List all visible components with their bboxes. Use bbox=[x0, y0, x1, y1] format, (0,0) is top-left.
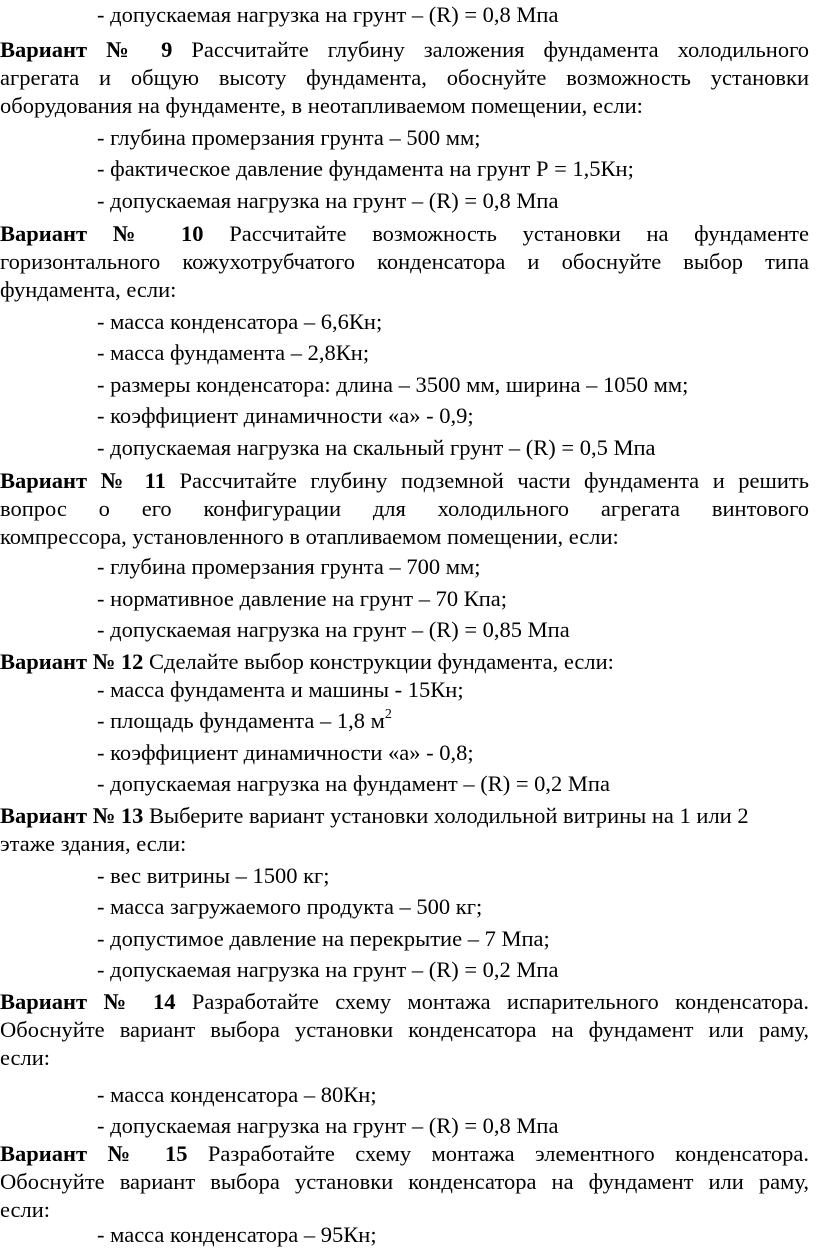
list-item: - масса конденсатора – 6,6Кн; bbox=[97, 309, 383, 334]
variant-label: Вариант № 9 bbox=[0, 37, 173, 62]
paragraph-text: Рассчитайте глубину заложения фундамента холодильного bbox=[191, 37, 809, 62]
paragraph-line: оборудования на фундаменте, в неотапливаемом помещении, если: bbox=[0, 93, 643, 118]
paragraph-line: фундамента, если: bbox=[0, 277, 177, 302]
variant-label: Вариант № 14 bbox=[0, 989, 176, 1014]
list-item bbox=[97, 707, 392, 735]
list-item: - допустимое давление на перекрытие – 7 Мпа; bbox=[97, 926, 550, 951]
list-item: - масса конденсатора – 95Кн; bbox=[97, 1222, 377, 1247]
paragraph-line: если: bbox=[0, 1045, 51, 1070]
variant-10-heading bbox=[0, 220, 809, 248]
paragraph-text: Разработайте схему монтажа элементного конденсатора. bbox=[207, 1141, 809, 1166]
list-item: - фактическое давление фундамента на грунт Р = 1,5Кн; bbox=[97, 156, 634, 181]
variant-label: Вариант № 12 bbox=[0, 649, 144, 674]
list-item: - масса загружаемого продукта – 500 кг; bbox=[97, 894, 483, 919]
variant-9-heading bbox=[0, 36, 809, 64]
list-item: - нормативное давление на грунт – 70 Кпа; bbox=[97, 586, 508, 611]
list-item: - масса конденсатора – 80Кн; bbox=[97, 1082, 377, 1107]
variant-label: Вариант № 13 bbox=[0, 803, 144, 828]
list-item: - допускаемая нагрузка на грунт – (R) = 0,85 Мпа bbox=[97, 617, 570, 642]
superscript: 2 bbox=[384, 706, 392, 722]
list-item: - глубина промерзания грунта – 700 мм; bbox=[97, 554, 481, 579]
variant-15-heading bbox=[0, 1140, 809, 1168]
variant-label: Вариант № 10 bbox=[0, 221, 204, 246]
list-item: - коэффициент динамичности «а» - 0,9; bbox=[97, 403, 474, 428]
paragraph-line: Обоснуйте вариант выбора установки конденсатора на фундамент или раму, bbox=[0, 1017, 809, 1042]
list-item: - вес витрины – 1500 кг; bbox=[97, 863, 330, 888]
variant-label: Вариант № 15 bbox=[0, 1141, 188, 1166]
list-item-text: - площадь фундамента – 1,8 м bbox=[97, 708, 385, 733]
list-item: - допускаемая нагрузка на грунт – (R) = 0,8 Мпа bbox=[97, 1113, 559, 1138]
paragraph-text: Разработайте схему монтажа испарительного конденсатора. bbox=[191, 989, 809, 1014]
paragraph-text: Рассчитайте возможность установки на фундаменте bbox=[229, 221, 810, 246]
paragraph-line: вопрос о его конфигурации для холодильного агрегата винтового bbox=[0, 496, 809, 521]
list-item: - глубина промерзания грунта – 500 мм; bbox=[97, 125, 481, 150]
list-item: - допускаемая нагрузка на грунт – (R) = 0,8 Мпа bbox=[97, 188, 559, 213]
paragraph-text: Выберите вариант установки холодильной витрины на 1 или 2 bbox=[149, 803, 749, 828]
list-item: - размеры конденсатора: длина – 3500 мм, ширина – 1050 мм; bbox=[97, 372, 689, 397]
variant-14-heading bbox=[0, 988, 809, 1016]
variant-label: Вариант № 11 bbox=[0, 468, 166, 493]
variant-13-heading bbox=[0, 802, 749, 830]
list-item: - масса фундамента и машины - 15Кн; bbox=[97, 677, 464, 702]
variant-11-heading bbox=[0, 467, 809, 495]
variant-12-heading bbox=[0, 648, 614, 676]
list-item: - коэффициент динамичности «а» - 0,8; bbox=[97, 740, 474, 765]
paragraph-line: горизонтального кожухотрубчатого конденсатора и обоснуйте выбор типа bbox=[0, 249, 809, 274]
paragraph-line: агрегата и общую высоту фундамента, обоснуйте возможность установки bbox=[0, 65, 809, 90]
paragraph-text: Рассчитайте глубину подземной части фундамента и решить bbox=[179, 468, 810, 493]
paragraph-text: Сделайте выбор конструкции фундамента, если: bbox=[149, 649, 614, 674]
list-item: - допускаемая нагрузка на скальный грунт – (R) = 0,5 Мпа bbox=[97, 435, 656, 460]
list-item: - допускаемая нагрузка на грунт – (R) = 0,8 Мпа bbox=[97, 2, 559, 27]
paragraph-line: компрессора, установленного в отапливаемом помещении, если: bbox=[0, 524, 619, 549]
paragraph-line: если: bbox=[0, 1197, 51, 1222]
paragraph-line: этаже здания, если: bbox=[0, 831, 187, 856]
paragraph-line: Обоснуйте вариант выбора установки конденсатора на фундамент или раму, bbox=[0, 1169, 809, 1194]
list-item: - масса фундамента – 2,8Кн; bbox=[97, 340, 370, 365]
list-item: - допускаемая нагрузка на фундамент – (R) = 0,2 Мпа bbox=[97, 771, 610, 796]
list-item: - допускаемая нагрузка на грунт – (R) = 0,2 Мпа bbox=[97, 957, 559, 982]
